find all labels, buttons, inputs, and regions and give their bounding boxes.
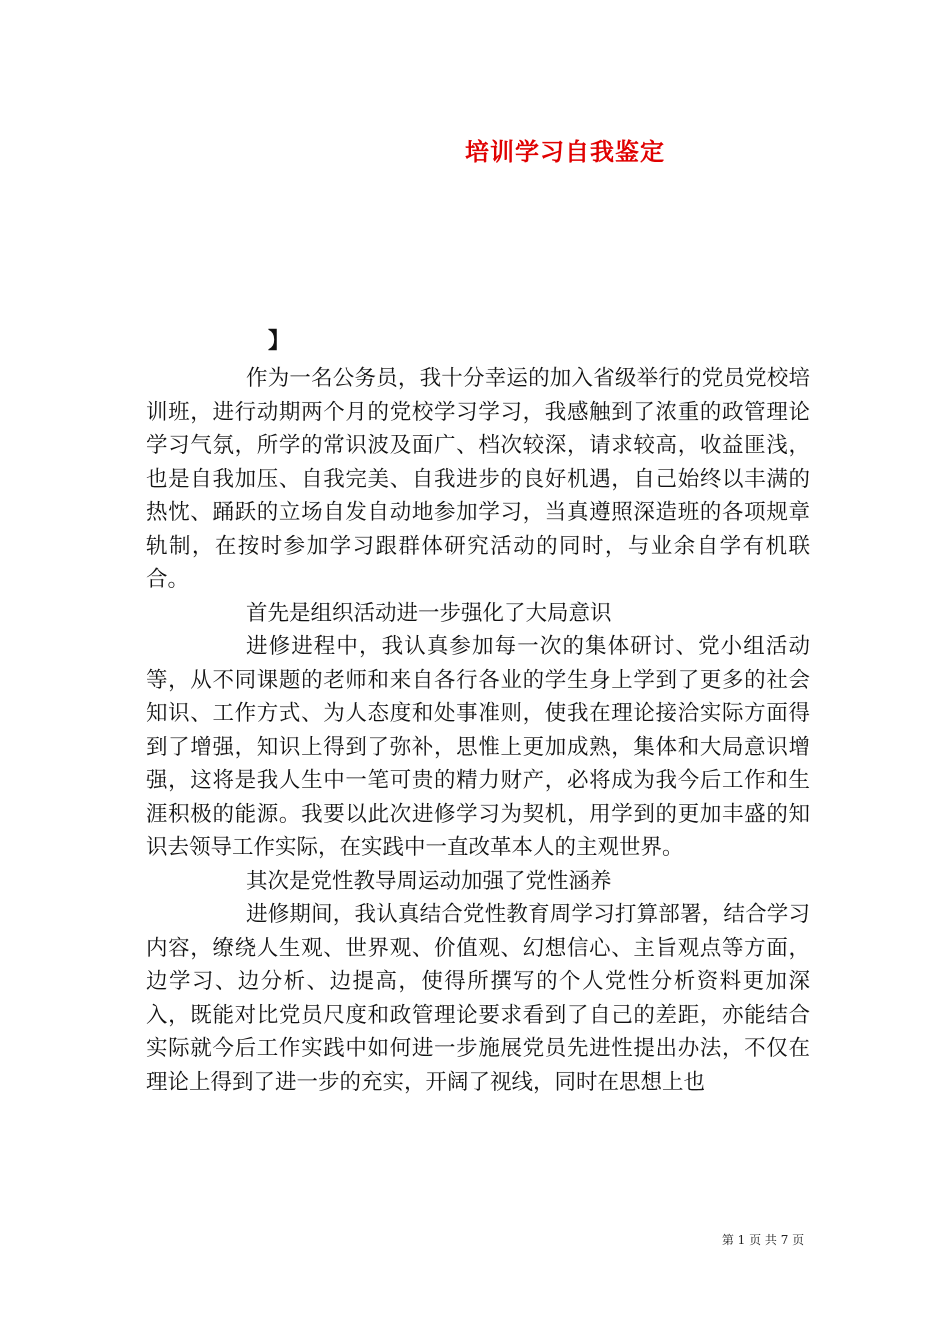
page-footer: 第 1 页 共 7 页 xyxy=(721,1233,805,1247)
paragraph-section-1: 进修进程中，我认真参加每一次的集体研讨、党小组活动等，从不同课题的老师和来自各行各业的学生身上学到了更多的社会知识、工作方式、为人态度和处事准则，使我在理论接洽实际方面得到了增强，知识上得到了弥补，思惟上更加成熟，集体和大局意识增强，这将是我人生中一笔可贵的精力财产，必将成为我今后工作和生涯积极的能源。我要以此次进修学习为契机，用学到的更加丰盛的知识去领导工作实际，在实践中一直改革本人的主观世界。 xyxy=(146,634,810,860)
bracket-mark: 】 xyxy=(268,328,291,354)
section-heading-2: 其次是党性教导周运动加强了党性涵养 xyxy=(246,868,612,894)
paragraph-intro: 作为一名公务员，我十分幸运的加入省级举行的党员党校培训班，进行动期两个月的党校学习学习，我感触到了浓重的政管理论学习气氛，所学的常识波及面广、档次较深，请求较高，收益匪浅，也是自我加压、自我完美、自我进步的良好机遇，自己始终以丰满的热忱、踊跃的立场自发自动地参加学习，当真遵照深造班的各项规章轨制，在按时参加学习跟群体研究活动的同时，与业余自学有机联合。 xyxy=(146,366,810,592)
paragraph-section-2: 进修期间，我认真结合党性教育周学习打算部署，结合学习内容，缭绕人生观、世界观、价值观、幻想信心、主旨观点等方面，边学习、边分析、边提高，使得所撰写的个人党性分析资料更加深入，既能对比党员尺度和政管理论要求看到了自己的差距，亦能结合实际就今后工作实践中如何进一步施展党员先进性提出办法，不仅在理论上得到了进一步的充实，开阔了视线，同时在思想上也 xyxy=(146,902,810,1095)
section-heading-1: 首先是组织活动进一步强化了大局意识 xyxy=(246,600,612,626)
document-title: 培训学习自我鉴定 xyxy=(465,137,665,166)
document-body xyxy=(146,362,810,1099)
